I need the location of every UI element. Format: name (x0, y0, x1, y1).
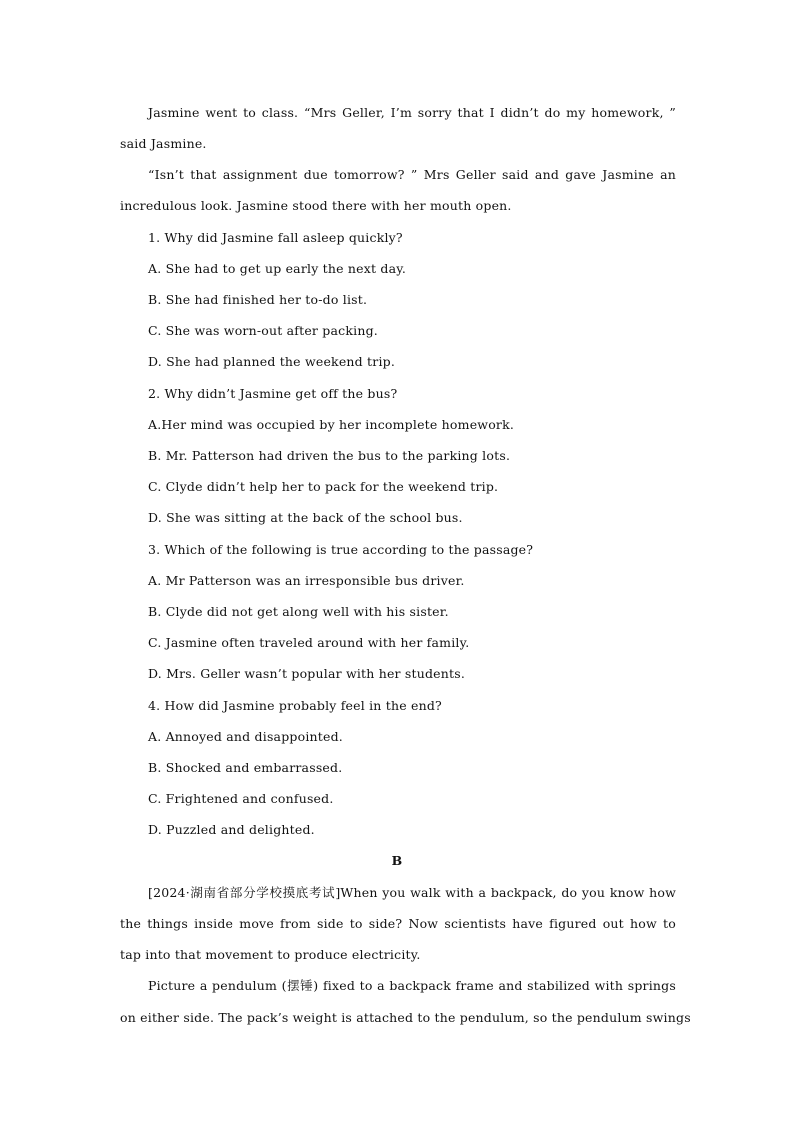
question-stem: 3. Which of the following is true according to the passage? (148, 542, 534, 557)
question-option: A. Mr Patterson was an irresponsible bus driver. (148, 573, 465, 588)
question-option: B. Shocked and embarrassed. (148, 760, 343, 775)
paragraph-line: on either side. The pack’s weight is attached to the pendulum, so the pendulum swings (120, 1010, 691, 1025)
question-stem: 4. How did Jasmine probably feel in the end? (148, 698, 442, 713)
question-option: D. Mrs. Geller wasn’t popular with her students. (148, 666, 466, 681)
question-option: D. She was sitting at the back of the school bus. (148, 510, 463, 525)
paragraph-line: tap into that movement to produce electricity. (120, 947, 421, 962)
question-option: A. She had to get up early the next day. (148, 261, 407, 276)
question-option: B. She had finished her to-do list. (148, 292, 368, 307)
paragraph-line: said Jasmine. (120, 136, 207, 151)
question-option: A. Annoyed and disappointed. (148, 729, 343, 744)
question-stem: 2. Why didn’t Jasmine get off the bus? (148, 386, 398, 401)
paragraph-line: the things inside move from side to side? Now scientists have figured out how to (120, 916, 676, 931)
question-option: C. She was worn-out after packing. (148, 323, 378, 338)
question-option: B. Mr. Patterson had driven the bus to the parking lots. (148, 448, 511, 463)
question-option: C. Jasmine often traveled around with her family. (148, 635, 470, 650)
section-heading: B (391, 853, 403, 868)
question-option: A.Her mind was occupied by her incomplete homework. (148, 417, 515, 432)
paragraph-line: “Isn’t that assignment due tomorrow? ” Mrs Geller said and gave Jasmine an (148, 167, 676, 182)
question-option: D. She had planned the weekend trip. (148, 354, 396, 369)
paragraph-line: Picture a pendulum (摆锤) fixed to a backpack frame and stabilized with springs (148, 978, 676, 993)
paragraph-line: [2024·湖南省部分学校摸底考试]When you walk with a backpack, do you know how (148, 885, 676, 900)
question-option: D. Puzzled and delighted. (148, 822, 315, 837)
question-option: C. Clyde didn’t help her to pack for the weekend trip. (148, 479, 499, 494)
paragraph-line: incredulous look. Jasmine stood there with her mouth open. (120, 198, 512, 213)
question-option: B. Clyde did not get along well with his sister. (148, 604, 449, 619)
question-option: C. Frightened and confused. (148, 791, 334, 806)
paragraph-line: Jasmine went to class. “Mrs Geller, I’m sorry that I didn’t do my homework, ” (148, 105, 676, 120)
question-stem: 1. Why did Jasmine fall asleep quickly? (148, 230, 403, 245)
